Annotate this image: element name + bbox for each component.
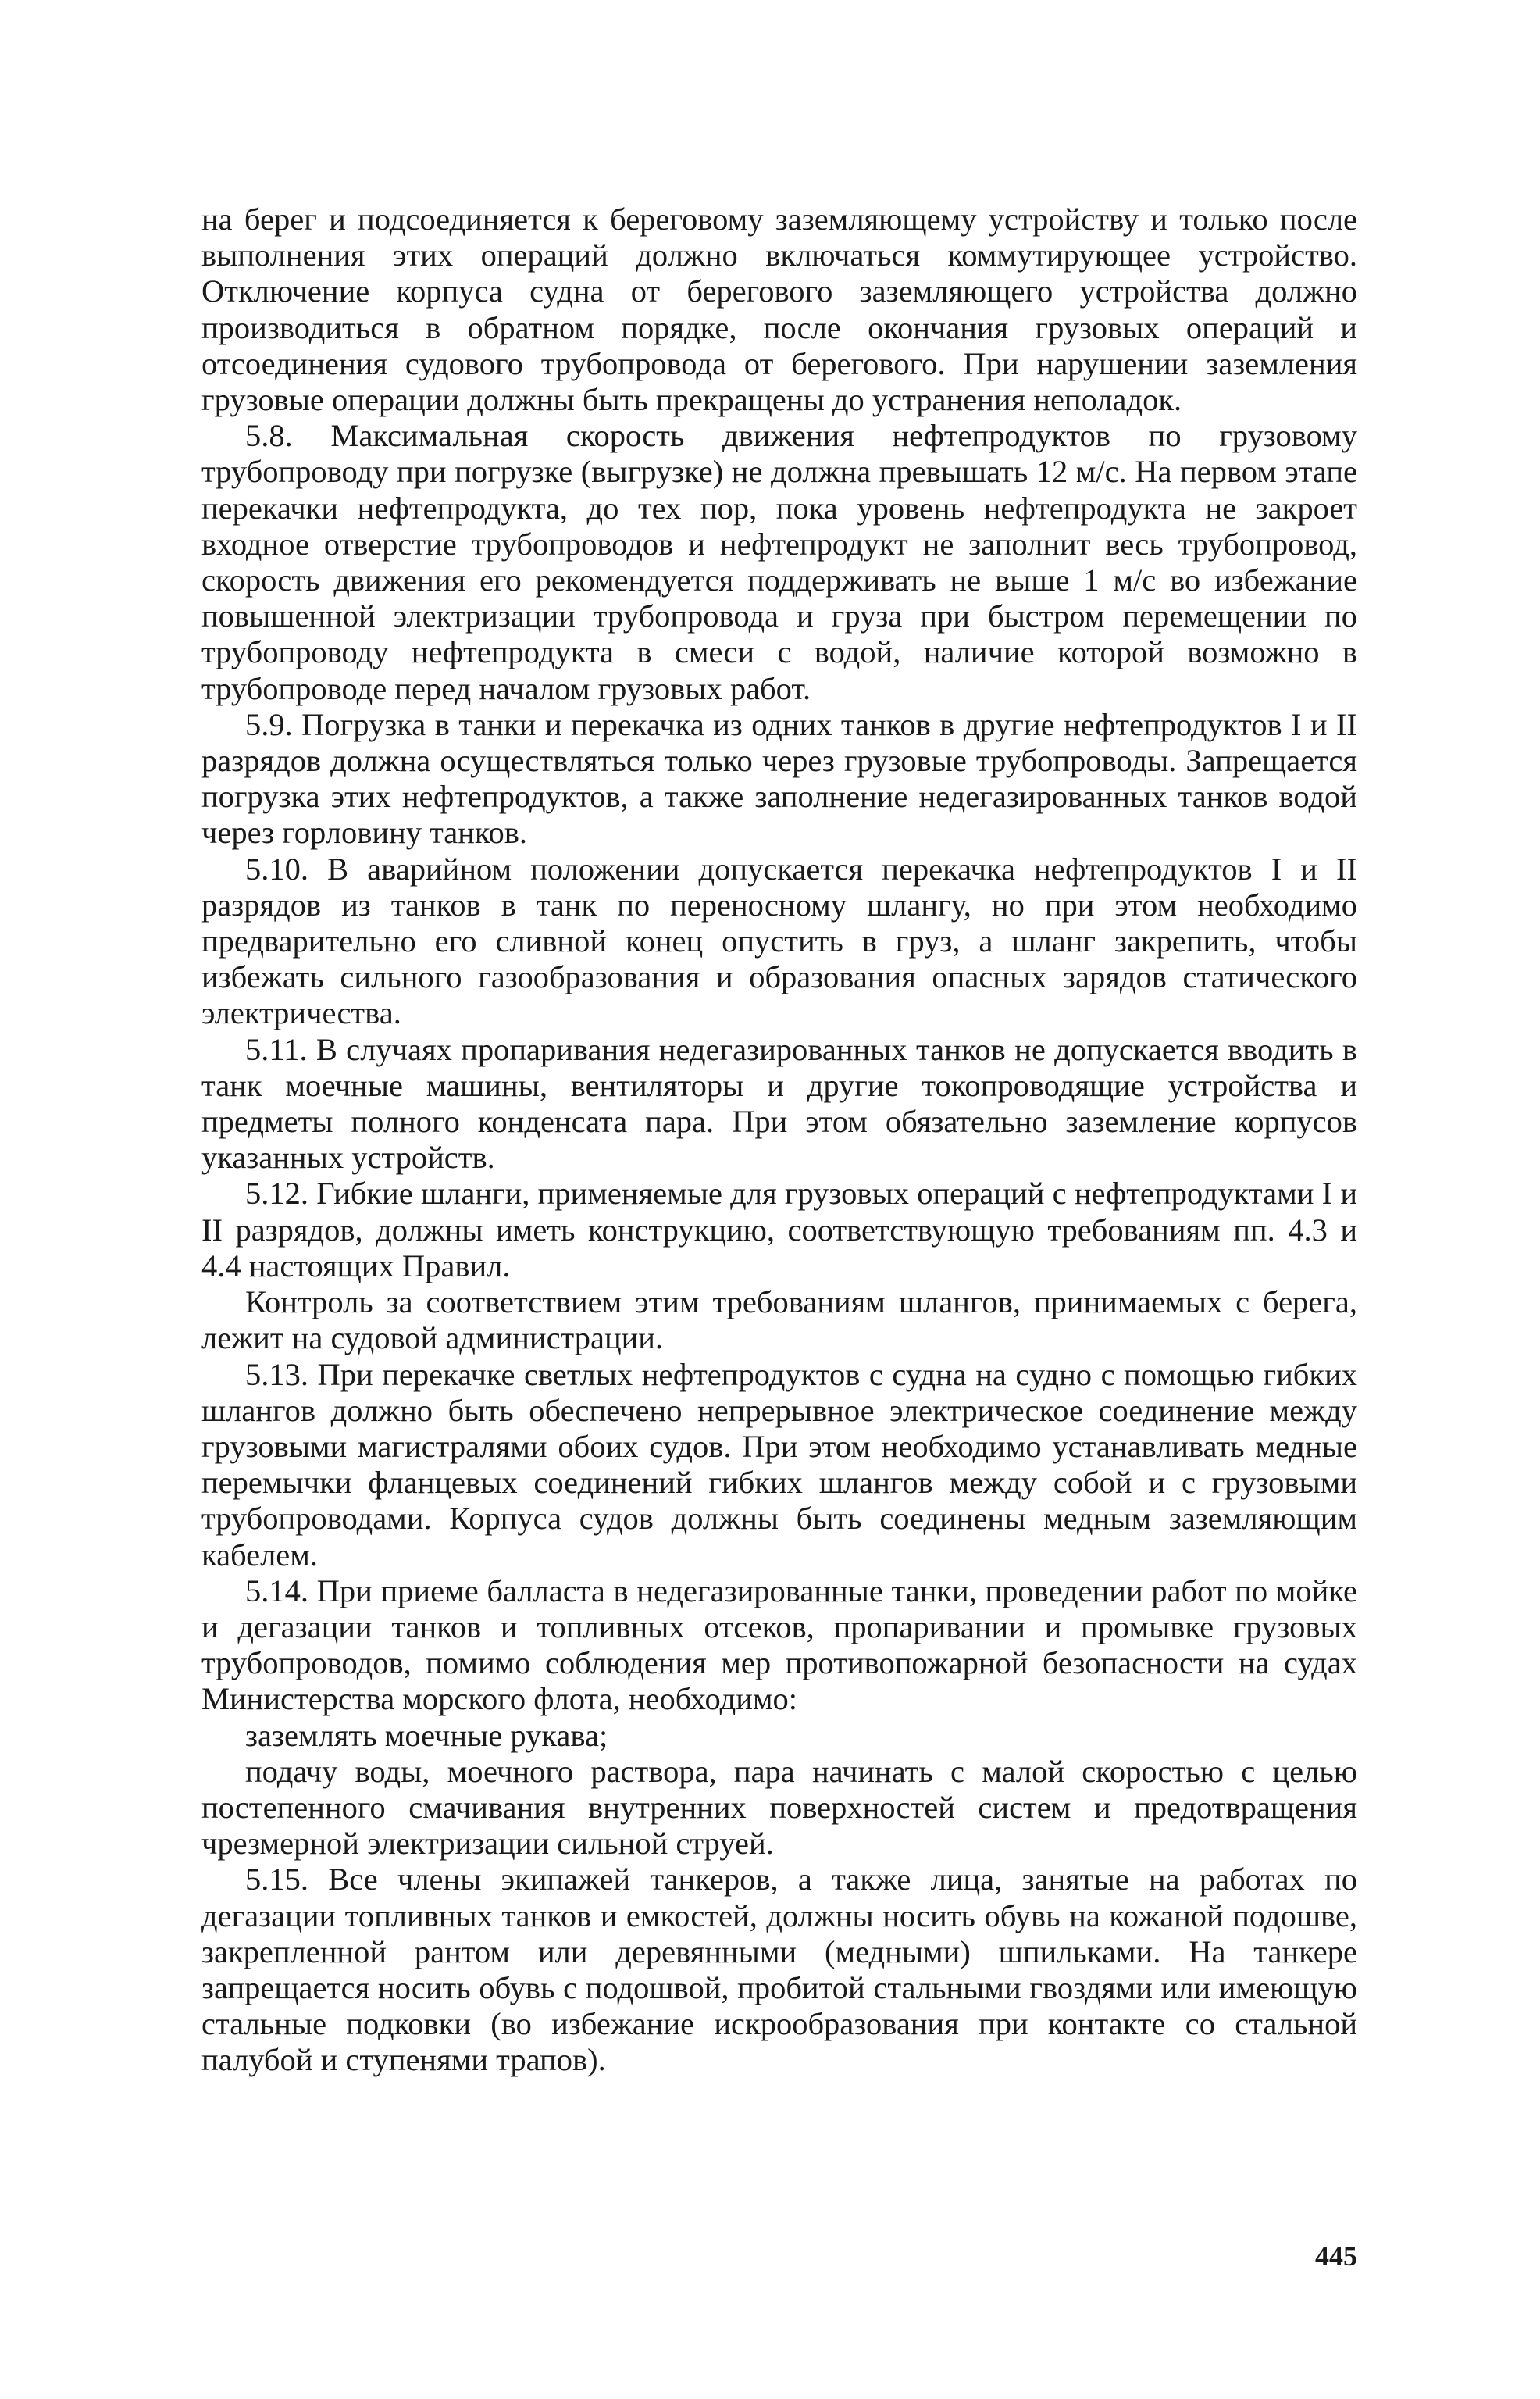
paragraph-5-13: 5.13. При перекачке светлых нефтепродуктов с судна на судно с помощью гибких шлангов должно быть обеспечено непрерывное электрическое соединение между грузовыми магистралями обоих судов. При этом необходимо устанавливать медные перемычки фланцевых соединений гибких шлангов между собой и с грузовыми трубопроводами. Корпуса судов должны быть соединены медным заземляющим кабелем. xyxy=(201,1356,1357,1573)
paragraph-5-11: 5.11. В случаях пропаривания недегазированных танков не допускается вводить в танк моечные машины, вентиляторы и другие токопроводящие устройства и предметы полного конденсата пара. При этом обязательно заземление корпусов указанных устройств. xyxy=(201,1031,1357,1176)
paragraph-grounding-procedure: на берег и подсоединяется к береговому заземляющему устройству и только после выполнения этих операций должно включаться коммутирующее устройство. Отключение корпуса судна от берегового заземляющего устройства должно производиться в обратном порядке, после окончания грузовых операций и отсоединения судового трубопровода от берегового. При нарушении заземления грузовые операции должны быть прекращены до устранения неполадок. xyxy=(201,202,1357,418)
paragraph-hose-control: Контроль за соответствием этим требованиям шлангов, принимаемых с берега, лежит на судовой администрации. xyxy=(201,1284,1357,1356)
paragraph-5-9: 5.9. Погрузка в танки и перекачка из одних танков в другие нефтепродуктов I и II разрядов должна осуществляться только через грузовые трубопроводы. Запрещается погрузка этих нефтепродуктов, а также заполнение недегазированных танков водой через горловину танков. xyxy=(201,706,1357,851)
paragraph-5-14: 5.14. При приеме балласта в недегазированные танки, проведении работ по мойке и дегазации танков и топливных отсеков, пропаривании и промывке грузовых трубопроводов, помимо соблюдения мер противопожарной безопасности на судах Министерства морского флота, необходимо: xyxy=(201,1573,1357,1717)
list-item-water-supply: подачу воды, моечного раствора, пара начинать с малой скоростью с целью постепенного смачивания внутренних поверхностей систем и предотвращения чрезмерной электризации сильной струей. xyxy=(201,1753,1357,1862)
page-number: 445 xyxy=(1315,2240,1357,2272)
paragraph-5-10: 5.10. В аварийном положении допускается перекачка нефтепродуктов I и II разрядов из танков в танк по переносному шлангу, но при этом необходимо предварительно его сливной конец опустить в груз, а шланг закрепить, чтобы избежать сильного газообразования и образования опасных зарядов статического электричества. xyxy=(201,851,1357,1031)
paragraph-5-8: 5.8. Максимальная скорость движения нефтепродуктов по грузовому трубопроводу при погрузке (выгрузке) не должна превышать 12 м/с. На первом этапе перекачки нефтепродукта, до тех пор, пока уровень нефтепродукта не закроет входное отверстие трубопроводов и нефтепродукт не заполнит весь трубопровод, скорость движения его рекомендуется поддерживать не выше 1 м/с во избежание повышенной электризации трубопровода и груза при быстром перемещении по трубопроводу нефтепродукта в смеси с водой, наличие которой возможно в трубопроводе перед началом грузовых работ. xyxy=(201,418,1357,706)
list-item-ground-hoses: заземлять моечные рукава; xyxy=(245,1717,608,1753)
paragraph-5-12: 5.12. Гибкие шланги, применяемые для грузовых операций с нефтепродуктами I и II разрядов, должны иметь конструкцию, соответствующую требованиям пп. 4.3 и 4.4 настоящих Правил. xyxy=(201,1176,1357,1283)
page-body xyxy=(201,202,1357,2079)
paragraph-5-15: 5.15. Все члены экипажей танкеров, а также лица, занятые на работах по дегазации топливных танков и емкостей, должны носить обувь на кожаной подошве, закрепленной рантом или деревянными (медными) шпильками. На танкере запрещается носить обувь с подошвой, пробитой стальными гвоздями или имеющую стальные подковки (во избежание искрообразования при контакте со стальной палубой и ступенями трапов). xyxy=(201,1862,1357,2078)
